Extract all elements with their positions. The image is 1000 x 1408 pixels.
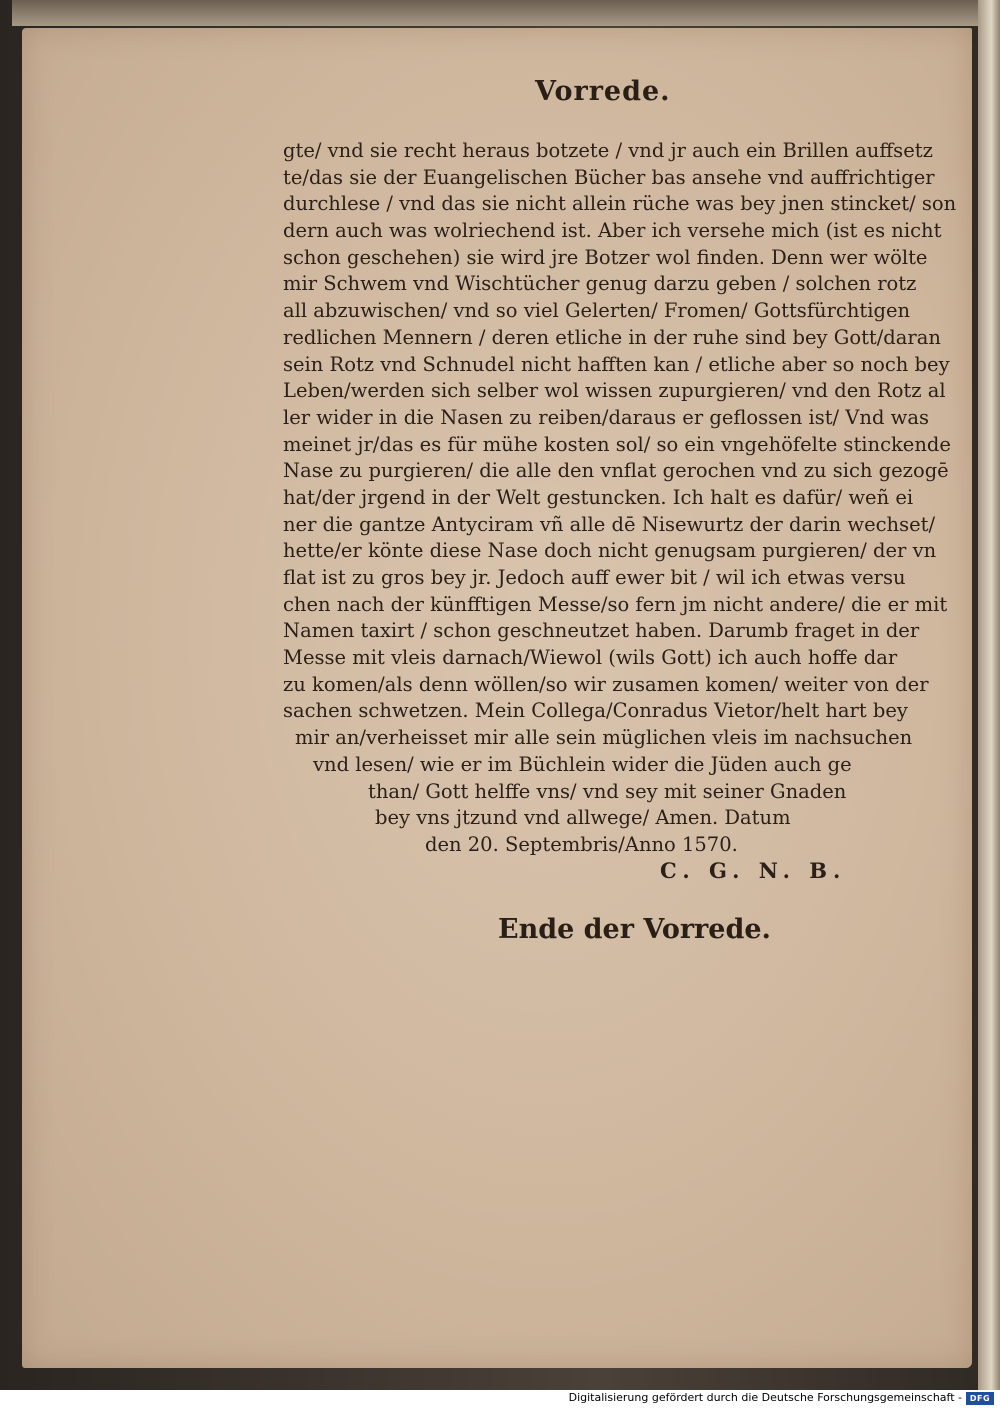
text-line: chen nach der künfftigen Messe/so fern jm nicht andere/ die er mit — [283, 592, 948, 616]
text-line: hat/der jrgend in der Welt gestuncken. Ich halt es dafür/ weñ ei — [283, 485, 914, 509]
text-line: zu komen/als denn wöllen/so wir zusamen komen/ weiter von der — [283, 672, 929, 696]
book-top-edge — [12, 0, 978, 26]
text-line: bey vns jtzund vnd allwege/ Amen. Datum — [375, 806, 791, 830]
text-line: gte/ vnd sie recht heraus botzete / vnd jr auch ein Brillen auffsetz — [283, 139, 933, 162]
running-head: Vorrede. — [535, 76, 671, 107]
text-line: mir Schwem vnd Wischtücher genug darzu geben / solchen rotz — [283, 272, 917, 296]
text-line: hette/er könte diese Nase doch nicht genugsam purgieren/ der vn — [283, 539, 937, 563]
book-right-edge — [978, 0, 1000, 1390]
end-of-preface-title: Ende der Vorrede. — [498, 914, 771, 945]
text-line: sein Rotz vnd Schnudel nicht hafften kan / etliche aber so noch bey — [283, 352, 950, 376]
body-text — [283, 138, 957, 859]
text-line: all abzuwischen/ vnd so viel Gelerten/ Fromen/ Gottsfürchtigen — [283, 299, 911, 323]
text-line: te/das sie der Euangelischen Bücher bas ansehe vnd auffrichtiger — [283, 165, 935, 189]
text-line: dern auch was wolriechend ist. Aber ich versehe mich (ist es nicht — [283, 219, 942, 243]
text-line: ler wider in die Nasen zu reiben/daraus er geflossen ist/ Vnd was — [283, 405, 929, 429]
text-line: Messe mit vleis darnach/Wiewol (wils Gott) ich auch hoffe dar — [283, 646, 898, 670]
text-line: mir an/verheisset mir alle sein müglichen vleis im nachsuchen — [295, 726, 913, 750]
text-line: than/ Gott helffe vns/ vnd sey mit seiner Gnaden — [368, 779, 847, 803]
footer-bar — [0, 1390, 1000, 1408]
text-line: ner die gantze Antyciram vñ alle dē Nisewurtz der darin wechset/ — [283, 512, 936, 536]
text-line: den 20. Septembris/Anno 1570. — [425, 832, 738, 856]
text-line: meinet jr/das es für mühe kosten sol/ so ein vngehöfelte stinckende — [283, 432, 951, 456]
author-initials: C. G. N. B. — [660, 858, 847, 883]
funding-notice: Digitalisierung gefördert durch die Deutsche Forschungsgemeinschaft - — [568, 1391, 962, 1404]
dfg-logo-icon: DFG — [966, 1392, 994, 1405]
text-line: redlichen Mennern / deren etliche in der ruhe sind bey Gott/daran — [283, 325, 941, 349]
text-line: durchlese / vnd das sie nicht allein rüche was bey jnen stincket/ son — [283, 192, 957, 216]
text-line: Nase zu purgieren/ die alle den vnflat gerochen vnd zu sich gezogē — [283, 459, 949, 483]
text-line: Namen taxirt / schon geschneutzet haben. Darumb fraget in der — [283, 619, 920, 643]
text-line: flat ist zu gros bey jr. Jedoch auff ewer bit / wil ich etwas versu — [283, 566, 906, 589]
text-line: Leben/werden sich selber wol wissen zupurgieren/ vnd den Rotz al — [283, 379, 946, 403]
text-line: vnd lesen/ wie er im Büchlein wider die Jüden auch ge — [313, 752, 852, 776]
text-line: sachen schwetzen. Mein Collega/Conradus Vietor/helt hart bey — [283, 699, 908, 723]
text-line: schon geschehen) sie wird jre Botzer wol finden. Denn wer wölte — [283, 245, 928, 269]
